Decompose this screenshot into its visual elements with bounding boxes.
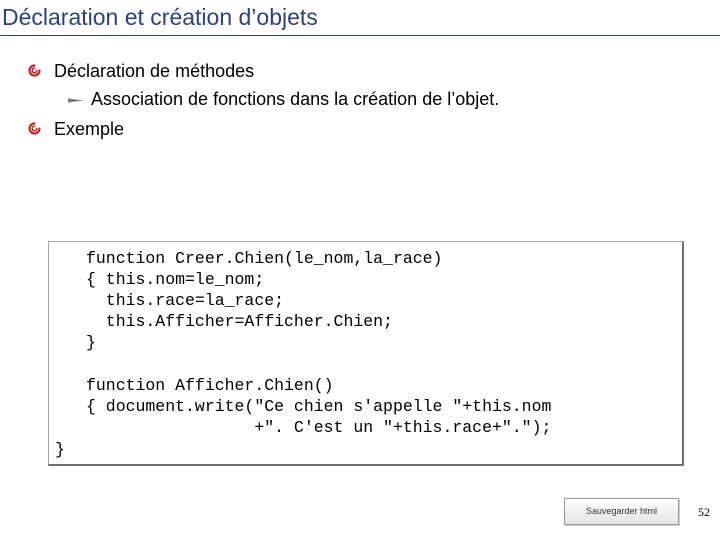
bullet-exemple: Exemple — [54, 119, 125, 139]
swirl-bullet-icon — [28, 64, 41, 77]
sub-bullet-association: Association de fonctions dans la création de l’objet. — [91, 89, 500, 109]
swirl-bullet-icon — [28, 122, 41, 135]
arrow-bullet-icon — [68, 96, 86, 105]
bullet-declaration-methodes: Déclaration de méthodes — [54, 61, 255, 81]
code-example-box — [48, 241, 684, 466]
page-number: 52 — [698, 505, 710, 519]
save-html-button[interactable]: Sauvegarder html — [564, 498, 679, 525]
code-afficher-chien: function Afficher.Chien() { document.write("Ce chien s'appelle "+this.nom +". C'est un "+this.race+"."); — [86, 376, 552, 437]
code-creer-chien: function Creer.Chien(le_nom,la_race) { this.nom=le_nom; this.race=la_race; this.Afficher=Afficher.Chien; } — [86, 249, 443, 352]
slide-title: Déclaration et création d’objets — [2, 4, 318, 30]
code-closing-brace: } — [55, 440, 65, 459]
title-divider — [0, 35, 720, 36]
